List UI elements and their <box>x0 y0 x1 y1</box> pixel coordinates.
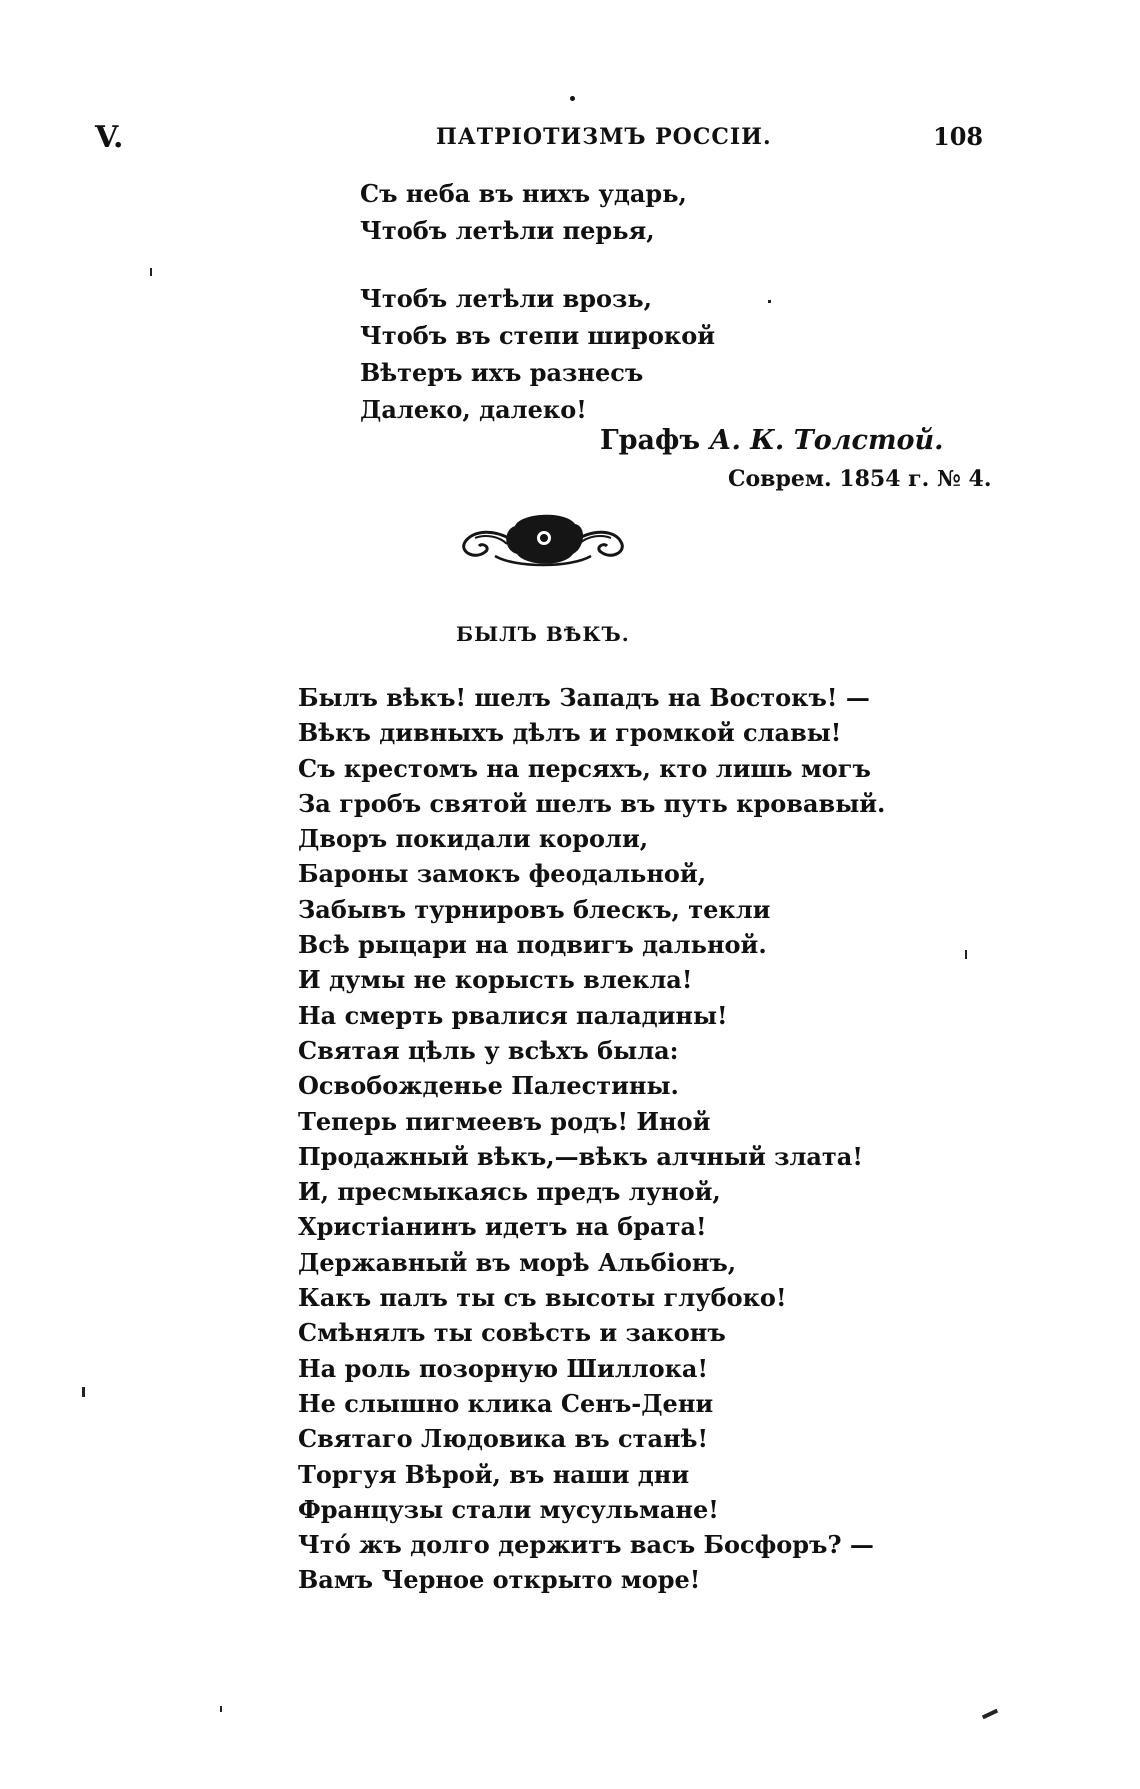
verse-line: Чтобъ въ степи широкой <box>360 321 716 350</box>
verse-line: И, пресмыкаясь предъ луной, <box>298 1177 721 1207</box>
verse-line: Державный въ морѣ Альбіонъ, <box>298 1247 737 1277</box>
verse-line: Не слышно клика Сенъ-Дени <box>298 1388 714 1418</box>
verse-line: Забывъ турнировъ блескъ, текли <box>298 894 771 924</box>
ink-speck <box>570 96 575 101</box>
verse-line: Былъ вѣкъ! шелъ Западъ на Востокъ! — <box>298 683 870 712</box>
verse-line: Какъ палъ ты съ высоты глубоко! <box>298 1283 787 1313</box>
verse-line: Торгуя Вѣрой, въ наши дни <box>298 1459 690 1489</box>
verse-line: Продажный вѣкъ,—вѣкъ алчный злата! <box>298 1141 863 1171</box>
ink-speck <box>768 300 771 303</box>
verse-line: Освобожденье Палестины. <box>298 1071 679 1101</box>
verse-line: Святая цѣль у всѣхъ была: <box>298 1035 679 1065</box>
verse-line: Вѣкъ дивныхъ дѣлъ и громкой славы! <box>298 718 842 748</box>
verse-line: Съ неба въ нихъ ударь, <box>360 179 687 208</box>
poem-body <box>298 680 885 1598</box>
verse-line: За гробъ святой шелъ въ путь кровавый. <box>298 788 886 818</box>
author-prefix: Графъ <box>600 425 710 456</box>
verse-line: На смерть рвалися паладины! <box>298 1000 728 1030</box>
verse-line: На роль позорную Шиллока! <box>298 1353 709 1383</box>
verse-line: Бароны замокъ феодальной, <box>298 859 707 889</box>
page-header <box>0 120 1140 160</box>
author-signature <box>600 425 944 456</box>
verse-line: Вѣтеръ ихъ разнесъ <box>360 358 644 387</box>
ink-speck <box>150 268 152 276</box>
verse-line: Чтó жъ долго держитъ васъ Босфоръ? — <box>298 1530 874 1560</box>
verse-line: Чтобъ летѣли перья, <box>360 216 655 245</box>
stanza-2 <box>360 280 715 428</box>
verse-line: Всѣ рыцари на подвигъ дальной. <box>298 930 767 960</box>
running-title: ПАТРІОТИЗМЪ РОССІИ. <box>436 124 772 150</box>
verse-line: Теперь пигмеевъ родъ! Иной <box>298 1106 711 1136</box>
verse-line: Французы стали мусульмане! <box>298 1494 719 1524</box>
verse-line: Дворъ покидали короли, <box>298 824 649 854</box>
verse-line: Вамъ Черное открыто море! <box>298 1565 701 1595</box>
ink-speck <box>82 1387 85 1397</box>
verse-line: Съ крестомъ на персяхъ, кто лишь могъ <box>298 753 871 783</box>
verse-line: И думы не корысть влекла! <box>298 965 693 995</box>
stanza-1 <box>360 175 687 249</box>
verse-line: Святаго Людовика въ станѣ! <box>298 1424 709 1454</box>
ink-speck <box>965 950 967 959</box>
page-number: 108 <box>933 122 984 151</box>
verse-line: Далеко, далеко! <box>360 395 587 424</box>
section-number: V. <box>95 120 124 155</box>
source-citation: Соврем. 1854 г. № 4. <box>728 466 992 492</box>
author-name: А. К. Толстой. <box>709 425 944 456</box>
poem-title: БЫЛЪ ВѢКЪ. <box>456 622 630 646</box>
ornament-vignette-icon <box>455 508 630 573</box>
verse-line: Чтобъ летѣли врозь, <box>360 284 653 313</box>
ink-speck <box>220 1706 222 1712</box>
verse-line: Смѣнялъ ты совѣсть и законъ <box>298 1318 726 1348</box>
ink-speck <box>982 1709 998 1719</box>
verse-line: Христіанинъ идетъ на брата! <box>298 1212 707 1242</box>
